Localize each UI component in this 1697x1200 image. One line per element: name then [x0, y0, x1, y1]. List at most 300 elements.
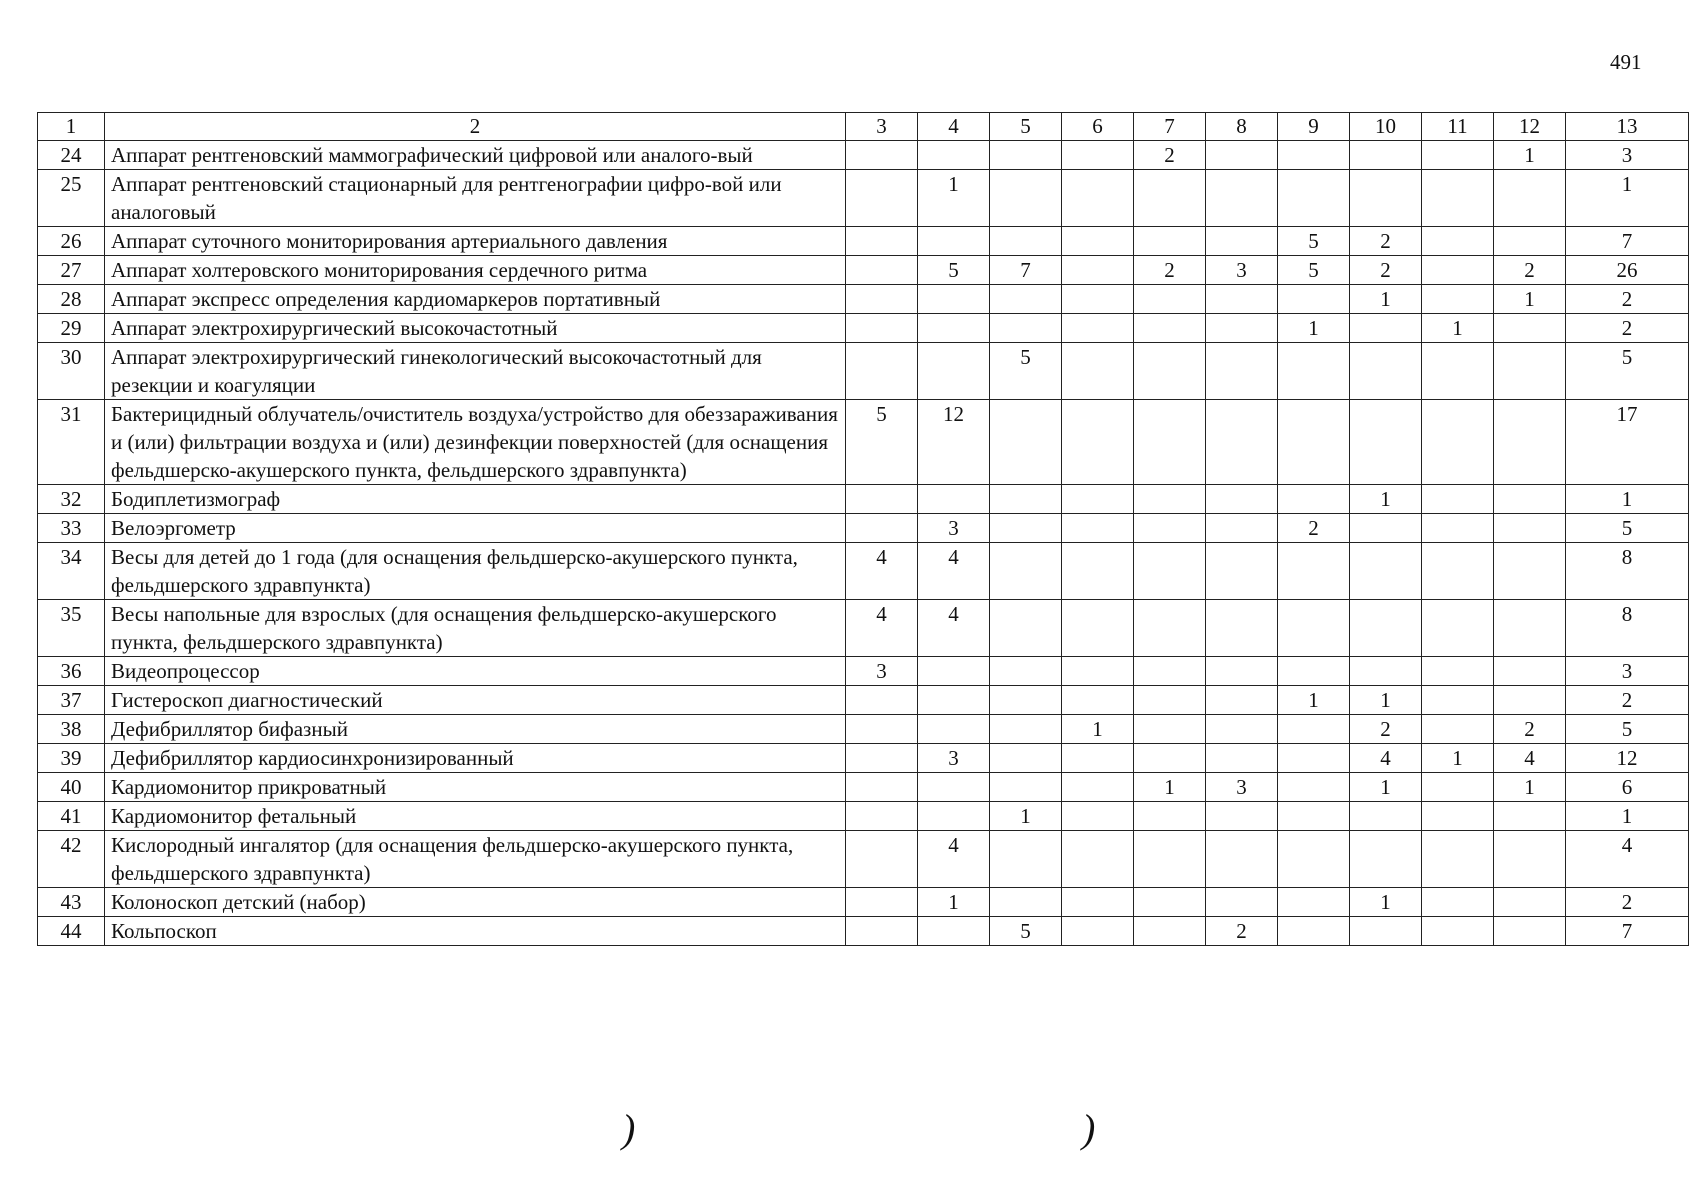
header-row — [38, 113, 1689, 141]
equipment-name: Дефибриллятор кардиосинхронизированный — [105, 744, 846, 773]
quantity-cell: 7 — [1566, 917, 1689, 946]
table-row — [38, 744, 1689, 773]
equipment-name: Видеопроцессор — [105, 657, 846, 686]
equipment-name: Весы для детей до 1 года (для оснащения фельдшерско-акушерского пункта, фельдшерского здравпункта) — [105, 543, 846, 600]
quantity-cell — [990, 773, 1062, 802]
row-number: 27 — [38, 256, 105, 285]
quantity-cell — [1062, 744, 1134, 773]
quantity-cell — [1062, 227, 1134, 256]
quantity-cell — [1206, 170, 1278, 227]
bracket-mark: ) — [1082, 1106, 1096, 1151]
quantity-cell: 2 — [1350, 256, 1422, 285]
quantity-cell: 2 — [1494, 256, 1566, 285]
equipment-name: Аппарат электрохирургический гинекологический высокочастотный для резекции и коагуляции — [105, 343, 846, 400]
equipment-table — [37, 112, 1689, 946]
table-row — [38, 170, 1689, 227]
quantity-cell — [1062, 141, 1134, 170]
equipment-name: Аппарат суточного мониторирования артериального давления — [105, 227, 846, 256]
column-header: 12 — [1494, 113, 1566, 141]
table-row — [38, 831, 1689, 888]
quantity-cell: 2 — [1566, 285, 1689, 314]
row-number: 25 — [38, 170, 105, 227]
quantity-cell — [846, 227, 918, 256]
quantity-cell: 1 — [1494, 285, 1566, 314]
quantity-cell — [1062, 888, 1134, 917]
table-row — [38, 485, 1689, 514]
table-row — [38, 400, 1689, 485]
table-row — [38, 773, 1689, 802]
row-number: 40 — [38, 773, 105, 802]
quantity-cell — [918, 343, 990, 400]
quantity-cell — [1062, 773, 1134, 802]
quantity-cell — [990, 600, 1062, 657]
quantity-cell: 3 — [1566, 657, 1689, 686]
table-row — [38, 343, 1689, 400]
quantity-cell — [1350, 343, 1422, 400]
quantity-cell — [846, 256, 918, 285]
column-header: 10 — [1350, 113, 1422, 141]
equipment-name: Кислородный ингалятор (для оснащения фельдшерско-акушерского пункта, фельдшерского здравпункта) — [105, 831, 846, 888]
quantity-cell: 12 — [1566, 744, 1689, 773]
quantity-cell — [1134, 227, 1206, 256]
quantity-cell — [1350, 657, 1422, 686]
quantity-cell: 3 — [846, 657, 918, 686]
quantity-cell — [990, 888, 1062, 917]
quantity-cell — [1422, 657, 1494, 686]
row-number: 33 — [38, 514, 105, 543]
column-header: 3 — [846, 113, 918, 141]
quantity-cell — [990, 170, 1062, 227]
quantity-cell — [1494, 343, 1566, 400]
quantity-cell — [1134, 170, 1206, 227]
equipment-name: Гистероскоп диагностический — [105, 686, 846, 715]
quantity-cell — [1422, 773, 1494, 802]
quantity-cell: 1 — [1350, 485, 1422, 514]
quantity-cell — [1206, 543, 1278, 600]
equipment-name: Аппарат холтеровского мониторирования сердечного ритма — [105, 256, 846, 285]
quantity-cell — [1494, 657, 1566, 686]
table-row — [38, 543, 1689, 600]
quantity-cell — [1062, 686, 1134, 715]
quantity-cell: 5 — [918, 256, 990, 285]
row-number: 31 — [38, 400, 105, 485]
quantity-cell — [1494, 514, 1566, 543]
quantity-cell — [1206, 485, 1278, 514]
quantity-cell — [1422, 686, 1494, 715]
quantity-cell — [990, 686, 1062, 715]
quantity-cell: 2 — [1566, 888, 1689, 917]
quantity-cell — [1134, 485, 1206, 514]
quantity-cell: 1 — [1350, 773, 1422, 802]
quantity-cell — [1206, 285, 1278, 314]
quantity-cell — [1206, 514, 1278, 543]
quantity-cell — [1134, 543, 1206, 600]
quantity-cell: 4 — [846, 543, 918, 600]
row-number: 24 — [38, 141, 105, 170]
quantity-cell — [1350, 831, 1422, 888]
table-row — [38, 715, 1689, 744]
quantity-cell — [1350, 314, 1422, 343]
quantity-cell: 2 — [1206, 917, 1278, 946]
column-header: 6 — [1062, 113, 1134, 141]
quantity-cell — [918, 285, 990, 314]
table-row — [38, 888, 1689, 917]
quantity-cell — [990, 485, 1062, 514]
quantity-cell — [1278, 343, 1350, 400]
quantity-cell — [1422, 888, 1494, 917]
quantity-cell — [1278, 917, 1350, 946]
row-number: 38 — [38, 715, 105, 744]
quantity-cell — [1134, 917, 1206, 946]
quantity-cell — [846, 715, 918, 744]
quantity-cell — [1278, 600, 1350, 657]
row-number: 36 — [38, 657, 105, 686]
quantity-cell — [1206, 343, 1278, 400]
quantity-cell — [846, 831, 918, 888]
quantity-cell: 1 — [1422, 744, 1494, 773]
quantity-cell — [846, 744, 918, 773]
bracket-mark: ) — [622, 1106, 636, 1151]
quantity-cell — [1278, 657, 1350, 686]
quantity-cell: 5 — [846, 400, 918, 485]
quantity-cell — [918, 802, 990, 831]
quantity-cell — [1134, 343, 1206, 400]
quantity-cell — [1422, 802, 1494, 831]
table-row — [38, 657, 1689, 686]
quantity-cell — [1494, 314, 1566, 343]
quantity-cell — [1278, 285, 1350, 314]
equipment-name: Дефибриллятор бифазный — [105, 715, 846, 744]
quantity-cell — [1062, 285, 1134, 314]
quantity-cell: 3 — [918, 744, 990, 773]
quantity-cell — [846, 485, 918, 514]
quantity-cell — [1134, 514, 1206, 543]
quantity-cell — [1206, 744, 1278, 773]
quantity-cell — [1422, 600, 1494, 657]
row-number: 32 — [38, 485, 105, 514]
quantity-cell: 1 — [990, 802, 1062, 831]
quantity-cell: 2 — [1134, 256, 1206, 285]
quantity-cell — [990, 400, 1062, 485]
quantity-cell — [846, 888, 918, 917]
quantity-cell — [1206, 227, 1278, 256]
column-header: 1 — [38, 113, 105, 141]
quantity-cell — [1062, 314, 1134, 343]
quantity-cell — [1494, 543, 1566, 600]
quantity-cell — [990, 543, 1062, 600]
quantity-cell — [846, 343, 918, 400]
quantity-cell — [918, 314, 990, 343]
quantity-cell: 2 — [1566, 686, 1689, 715]
quantity-cell: 6 — [1566, 773, 1689, 802]
quantity-cell: 1 — [1494, 141, 1566, 170]
equipment-name: Колоноскоп детский (набор) — [105, 888, 846, 917]
quantity-cell — [1062, 543, 1134, 600]
quantity-cell — [1134, 657, 1206, 686]
quantity-cell — [1278, 744, 1350, 773]
column-header: 13 — [1566, 113, 1689, 141]
quantity-cell: 1 — [1350, 285, 1422, 314]
quantity-cell — [1062, 917, 1134, 946]
equipment-name: Весы напольные для взрослых (для оснащения фельдшерско-акушерского пункта, фельдшерского здравпункта) — [105, 600, 846, 657]
quantity-cell: 4 — [1566, 831, 1689, 888]
row-number: 43 — [38, 888, 105, 917]
quantity-cell — [1062, 514, 1134, 543]
quantity-cell — [1422, 514, 1494, 543]
quantity-cell: 2 — [1494, 715, 1566, 744]
quantity-cell: 5 — [990, 343, 1062, 400]
table-row — [38, 256, 1689, 285]
quantity-cell — [1062, 831, 1134, 888]
equipment-name: Кардиомонитор прикроватный — [105, 773, 846, 802]
quantity-cell — [1134, 831, 1206, 888]
quantity-cell — [1206, 600, 1278, 657]
quantity-cell — [1422, 400, 1494, 485]
quantity-cell: 1 — [1566, 485, 1689, 514]
quantity-cell — [846, 773, 918, 802]
quantity-cell: 7 — [990, 256, 1062, 285]
quantity-cell: 3 — [918, 514, 990, 543]
quantity-cell — [1062, 256, 1134, 285]
quantity-cell — [846, 917, 918, 946]
quantity-cell: 1 — [1422, 314, 1494, 343]
quantity-cell — [1134, 686, 1206, 715]
quantity-cell — [1350, 917, 1422, 946]
quantity-cell — [1494, 831, 1566, 888]
quantity-cell — [990, 141, 1062, 170]
quantity-cell — [918, 657, 990, 686]
quantity-cell — [1422, 285, 1494, 314]
row-number: 30 — [38, 343, 105, 400]
quantity-cell: 1 — [1278, 686, 1350, 715]
quantity-cell — [918, 917, 990, 946]
quantity-cell — [1350, 514, 1422, 543]
quantity-cell — [1278, 170, 1350, 227]
quantity-cell — [918, 485, 990, 514]
column-header: 4 — [918, 113, 990, 141]
quantity-cell — [918, 773, 990, 802]
quantity-cell: 8 — [1566, 543, 1689, 600]
quantity-cell — [1062, 485, 1134, 514]
quantity-cell: 4 — [1494, 744, 1566, 773]
quantity-cell: 1 — [1134, 773, 1206, 802]
quantity-cell: 5 — [1566, 715, 1689, 744]
quantity-cell: 1 — [1566, 170, 1689, 227]
quantity-cell — [918, 141, 990, 170]
equipment-name: Кардиомонитор фетальный — [105, 802, 846, 831]
equipment-name: Аппарат экспресс определения кардиомаркеров портативный — [105, 285, 846, 314]
quantity-cell — [990, 744, 1062, 773]
quantity-cell: 3 — [1206, 256, 1278, 285]
quantity-cell: 5 — [1566, 514, 1689, 543]
quantity-cell — [1350, 170, 1422, 227]
quantity-cell — [1278, 400, 1350, 485]
table-row — [38, 227, 1689, 256]
quantity-cell — [1422, 917, 1494, 946]
equipment-name: Аппарат рентгеновский маммографический цифровой или аналого-вый — [105, 141, 846, 170]
quantity-cell — [846, 285, 918, 314]
quantity-cell — [846, 141, 918, 170]
quantity-cell — [1206, 831, 1278, 888]
quantity-cell — [990, 514, 1062, 543]
quantity-cell: 2 — [1350, 715, 1422, 744]
quantity-cell — [1422, 831, 1494, 888]
quantity-cell — [1278, 715, 1350, 744]
quantity-cell — [1206, 715, 1278, 744]
quantity-cell — [1494, 686, 1566, 715]
quantity-cell — [1062, 343, 1134, 400]
column-header: 7 — [1134, 113, 1206, 141]
quantity-cell: 5 — [1278, 227, 1350, 256]
quantity-cell — [1278, 802, 1350, 831]
quantity-cell — [1134, 888, 1206, 917]
equipment-name: Бактерицидный облучатель/очиститель воздуха/устройство для обеззараживания и (или) фильтрации воздуха и (или) дезинфекции поверхностей (для оснащения фельдшерско-акушерского пункта, фельдшерского здравпункта) — [105, 400, 846, 485]
quantity-cell — [1134, 715, 1206, 744]
quantity-cell — [846, 686, 918, 715]
quantity-cell — [1062, 657, 1134, 686]
quantity-cell — [1350, 141, 1422, 170]
quantity-cell — [1206, 314, 1278, 343]
equipment-name: Аппарат рентгеновский стационарный для рентгенографии цифро-вой или аналоговый — [105, 170, 846, 227]
quantity-cell — [1062, 400, 1134, 485]
equipment-name: Аппарат электрохирургический высокочастотный — [105, 314, 846, 343]
column-header: 11 — [1422, 113, 1494, 141]
quantity-cell — [1278, 888, 1350, 917]
quantity-cell — [1422, 256, 1494, 285]
quantity-cell — [1134, 400, 1206, 485]
table-row — [38, 314, 1689, 343]
quantity-cell — [990, 715, 1062, 744]
quantity-cell — [990, 314, 1062, 343]
quantity-cell: 1 — [1278, 314, 1350, 343]
quantity-cell — [1494, 888, 1566, 917]
quantity-cell: 1 — [918, 888, 990, 917]
quantity-cell: 3 — [1566, 141, 1689, 170]
quantity-cell — [846, 802, 918, 831]
quantity-cell — [846, 314, 918, 343]
quantity-cell: 12 — [918, 400, 990, 485]
quantity-cell — [1350, 802, 1422, 831]
quantity-cell — [990, 831, 1062, 888]
column-header: 5 — [990, 113, 1062, 141]
quantity-cell — [1134, 744, 1206, 773]
quantity-cell — [1494, 400, 1566, 485]
row-number: 37 — [38, 686, 105, 715]
quantity-cell — [1134, 600, 1206, 657]
quantity-cell: 2 — [1134, 141, 1206, 170]
quantity-cell — [1494, 600, 1566, 657]
quantity-cell — [1062, 600, 1134, 657]
quantity-cell: 2 — [1566, 314, 1689, 343]
quantity-cell — [1278, 831, 1350, 888]
quantity-cell — [990, 285, 1062, 314]
table-row — [38, 686, 1689, 715]
page-number: 491 — [1610, 50, 1642, 74]
quantity-cell — [1422, 715, 1494, 744]
quantity-cell — [1206, 802, 1278, 831]
quantity-cell: 2 — [1278, 514, 1350, 543]
quantity-cell — [1206, 141, 1278, 170]
table-row — [38, 917, 1689, 946]
quantity-cell — [1278, 485, 1350, 514]
table-row — [38, 141, 1689, 170]
row-number: 28 — [38, 285, 105, 314]
quantity-cell — [1278, 141, 1350, 170]
table-row — [38, 285, 1689, 314]
row-number: 39 — [38, 744, 105, 773]
quantity-cell — [1206, 657, 1278, 686]
quantity-cell — [1350, 600, 1422, 657]
quantity-cell — [846, 170, 918, 227]
quantity-cell: 5 — [990, 917, 1062, 946]
quantity-cell — [1494, 170, 1566, 227]
quantity-cell: 4 — [1350, 744, 1422, 773]
quantity-cell: 26 — [1566, 256, 1689, 285]
quantity-cell — [918, 686, 990, 715]
quantity-cell: 3 — [1206, 773, 1278, 802]
quantity-cell — [990, 657, 1062, 686]
quantity-cell — [1278, 543, 1350, 600]
table-row — [38, 600, 1689, 657]
quantity-cell — [1422, 543, 1494, 600]
quantity-cell — [1494, 227, 1566, 256]
quantity-cell — [1494, 485, 1566, 514]
quantity-cell: 4 — [918, 543, 990, 600]
quantity-cell: 1 — [1350, 686, 1422, 715]
quantity-cell — [1494, 917, 1566, 946]
quantity-cell — [1062, 802, 1134, 831]
quantity-cell: 2 — [1350, 227, 1422, 256]
quantity-cell: 1 — [1062, 715, 1134, 744]
quantity-cell: 1 — [1350, 888, 1422, 917]
quantity-cell — [1350, 543, 1422, 600]
quantity-cell — [990, 227, 1062, 256]
quantity-cell — [1422, 141, 1494, 170]
row-number: 34 — [38, 543, 105, 600]
row-number: 42 — [38, 831, 105, 888]
equipment-name: Кольпоскоп — [105, 917, 846, 946]
quantity-cell — [1206, 686, 1278, 715]
equipment-name: Велоэргометр — [105, 514, 846, 543]
quantity-cell: 5 — [1566, 343, 1689, 400]
quantity-cell: 17 — [1566, 400, 1689, 485]
quantity-cell — [1062, 170, 1134, 227]
equipment-name: Бодиплетизмограф — [105, 485, 846, 514]
quantity-cell: 1 — [1566, 802, 1689, 831]
quantity-cell — [1278, 773, 1350, 802]
table-row — [38, 514, 1689, 543]
quantity-cell — [1422, 343, 1494, 400]
row-number: 26 — [38, 227, 105, 256]
column-header: 2 — [105, 113, 846, 141]
quantity-cell — [1494, 802, 1566, 831]
row-number: 41 — [38, 802, 105, 831]
quantity-cell: 8 — [1566, 600, 1689, 657]
quantity-cell — [1350, 400, 1422, 485]
quantity-cell: 1 — [918, 170, 990, 227]
column-header: 8 — [1206, 113, 1278, 141]
quantity-cell: 4 — [846, 600, 918, 657]
column-header: 9 — [1278, 113, 1350, 141]
quantity-cell — [1422, 170, 1494, 227]
quantity-cell — [1134, 314, 1206, 343]
quantity-cell — [1422, 227, 1494, 256]
quantity-cell — [1422, 485, 1494, 514]
quantity-cell — [1134, 802, 1206, 831]
quantity-cell — [1134, 285, 1206, 314]
row-number: 29 — [38, 314, 105, 343]
quantity-cell: 7 — [1566, 227, 1689, 256]
